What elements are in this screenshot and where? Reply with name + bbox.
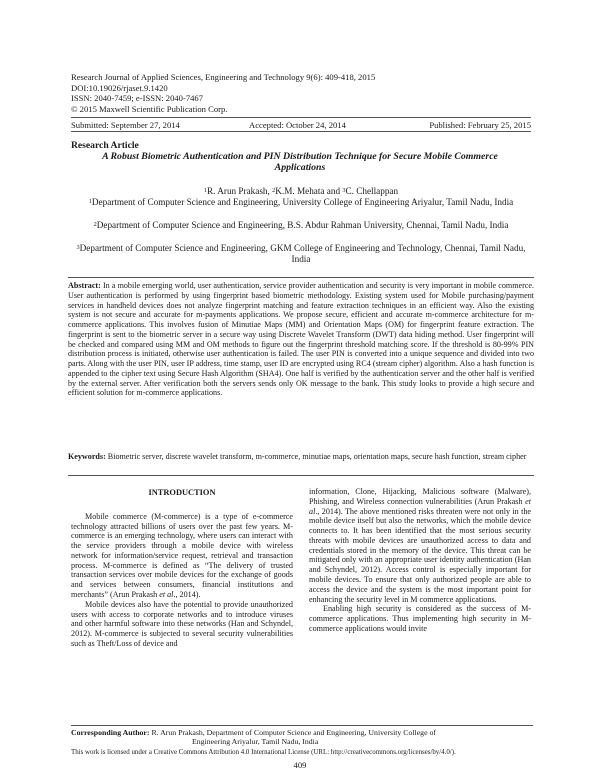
accepted-date: Accepted: October 24, 2014: [249, 120, 346, 130]
footer-divider: [71, 725, 533, 726]
corresponding-author: [71, 728, 533, 747]
intro-p3-etal: et al: [309, 496, 531, 516]
journal-header: [71, 72, 551, 114]
intro-p1-etal: et al: [159, 590, 174, 600]
intro-p1-end: ., 2014).: [173, 590, 201, 600]
corr-text-line-2: Engineering Ariyalur, Tamil Nadu, India: [192, 737, 319, 747]
keywords-label: Keywords:: [68, 452, 106, 461]
affiliation-3-text: Department of Computer Science and Engineering, GKM College of Engineering and Technology, Chennai, Tamil Nadu, India: [79, 243, 526, 264]
affiliation-2: [71, 220, 531, 231]
section-heading-introduction: INTRODUCTION: [148, 488, 216, 497]
corr-label: Corresponding Author:: [71, 728, 150, 737]
affiliation-1-mark: 1: [88, 198, 92, 205]
journal-citation: Research Journal of Applied Sciences, Engineering and Technology 9(6): 409-418, 2015: [71, 72, 376, 82]
abstract: [68, 281, 534, 398]
keywords: [68, 452, 534, 462]
doi: DOI:10.19026/rjaset.9.1420: [71, 82, 168, 93]
issn: ISSN: 2040-7459; e-ISSN: 2040-7467: [71, 93, 204, 104]
paper-title: A Robust Biometric Authentication and PIN Distribution Technique for Secure Mobile Commerce Applications: [102, 151, 498, 174]
corr-text-line-1: R. Arun Prakash, Department of Computer Science and Engineering, University College of: [151, 728, 436, 737]
page-number: 409: [293, 760, 307, 770]
intro-p3-rest: ., 2014). The above mentioned risks threaten were not only in the mobile device itself but also the networks, which the mobile device connects to. It has been identified that the most serious security threats with mobile devices are unauthorized access to data and credentials stored in the memory of the device. This threat can be mitigated only with an appropriate user identity authentication (Han and Schyndel, 2012). Access control is especially important for mobile devices. To ensure that only authorized people are able to access the device and the system is the most important point for enhancing the security level in M commerce applications.: [309, 506, 531, 604]
header-divider-bottom: [71, 131, 531, 132]
author-3: C. Chellappan: [345, 186, 399, 196]
author-2: K.M. Mehata and: [275, 186, 343, 196]
intro-paragraph-1: [71, 512, 293, 600]
author-1-affiliation-mark: 1: [203, 187, 208, 194]
abstract-text: In a mobile emerging world, user authentication, service provider authentication and security is very important in mobile commerce. User authentication is performed by using fingerprint based biometric methodology. Existing system used for Mobile purchasing/payment services in handheld devices does not analyze fingerprint matching and feature extraction techniques in an efficient way. Also the existing system is not secure and accurate for m-payments applications. We propose secure, efficient and accurate m-commerce architecture for m-commerce applications. This involves fusion of Minutiae Maps (MM) and Orientation Maps (OM) for fingerprint feature extraction. The fingerprint is sent to the biometric server in a secure way using Discrete Wavelet Transform (DWT) data hiding method. User fingerprint will be checked and compared using MM and OM methods to figure out the fingerprint threshold matching score. If the threshold is 80-99% PIN distribution process is initiated, otherwise user authentication is failed. The user PIN is converted into a unique sequence and divided into two parts. Along with the user PIN, user IP address, time stamp, user ID are encrypted using RC4 (stream cipher) algorithm. Also a hash function is appended to the cipher text using Secure Hash Algorithm (SHA4). One half is verified by the authentication server and the other half is verified by the external server. After verification both the servers sends only OK message to the bank. This study looks to provide a high secure and efficient solution for m-commerce applications.: [68, 281, 534, 398]
author-1: R. Arun Prakash,: [207, 186, 273, 196]
affiliation-1: [71, 197, 531, 208]
intro-paragraph-2: Mobile devices also have the potential to provide unauthorized users with access to corporate networks and to introduce viruses and other harmful software into these networks (Han and Schyndel, 2012). M-commerce is subjected to several security vulnerabilities such as Theft/Loss of device and: [71, 599, 293, 648]
affiliation-1-text: Department of Computer Science and Engineering, University College of Engineering Ariyalur, Tamil Nadu, India: [91, 197, 514, 207]
copyright: © 2015 Maxwell Scientific Publication Corp.: [71, 103, 228, 114]
body-column-left: [71, 488, 293, 649]
article-type: Research Article: [71, 140, 139, 151]
keywords-text: Biometric server, discrete wavelet transform, m-commerce, minutiae maps, orientation maps, secure hash function, stream cipher: [107, 452, 527, 461]
author-3-affiliation-mark: 3: [342, 187, 346, 194]
intro-paragraph-4: Enabling high security is considered as the success of M-commerce applications. Thus implementing high security in M-commerce applications would invite: [309, 604, 531, 633]
affiliation-3: [71, 243, 531, 264]
intro-p3-text: information, Clone, Hijacking, Malicious software (Malware), Phishing, and Wireless connection vulnerabilities (Arun Prakash: [309, 487, 531, 506]
affiliation-2-text: Department of Computer Science and Engineering, B.S. Abdur Rahman University, Chennai, Tamil Nadu, India: [96, 220, 509, 230]
intro-paragraph-3: [309, 487, 531, 604]
abstract-divider-top: [68, 277, 534, 278]
published-date: Published: February 25, 2015: [429, 120, 531, 130]
body-column-right: [309, 487, 531, 634]
header-divider-top: [71, 117, 531, 118]
abstract-label: Abstract:: [68, 281, 101, 290]
author-2-affiliation-mark: 2: [272, 187, 276, 194]
affiliation-3-mark: 3: [76, 244, 80, 251]
author-list: [71, 186, 531, 197]
license-notice: This work is licensed under a Creative Commons Attribution 4.0 International License (URL: http://creativecommons.org/licenses/by/4.0/).: [71, 749, 456, 756]
submitted-date: Submitted: September 27, 2014: [71, 120, 180, 130]
intro-p1-text: Mobile commerce (M-commerce) is a type of e-commerce technology attracted billions of users over the past few years. M-commerce is an emerging technology, where users can interact with the service providers through a mobile device with wireless network for information/service request, retrieval and transaction process. M-commerce is defined as “The delivery of trusted transaction services over mobile devices for the exchange of goods and services between consumers, financial institutions and merchants” (Arun Prakash: [71, 511, 293, 600]
affiliation-2-mark: 2: [93, 221, 97, 228]
keywords-divider: [68, 475, 534, 476]
